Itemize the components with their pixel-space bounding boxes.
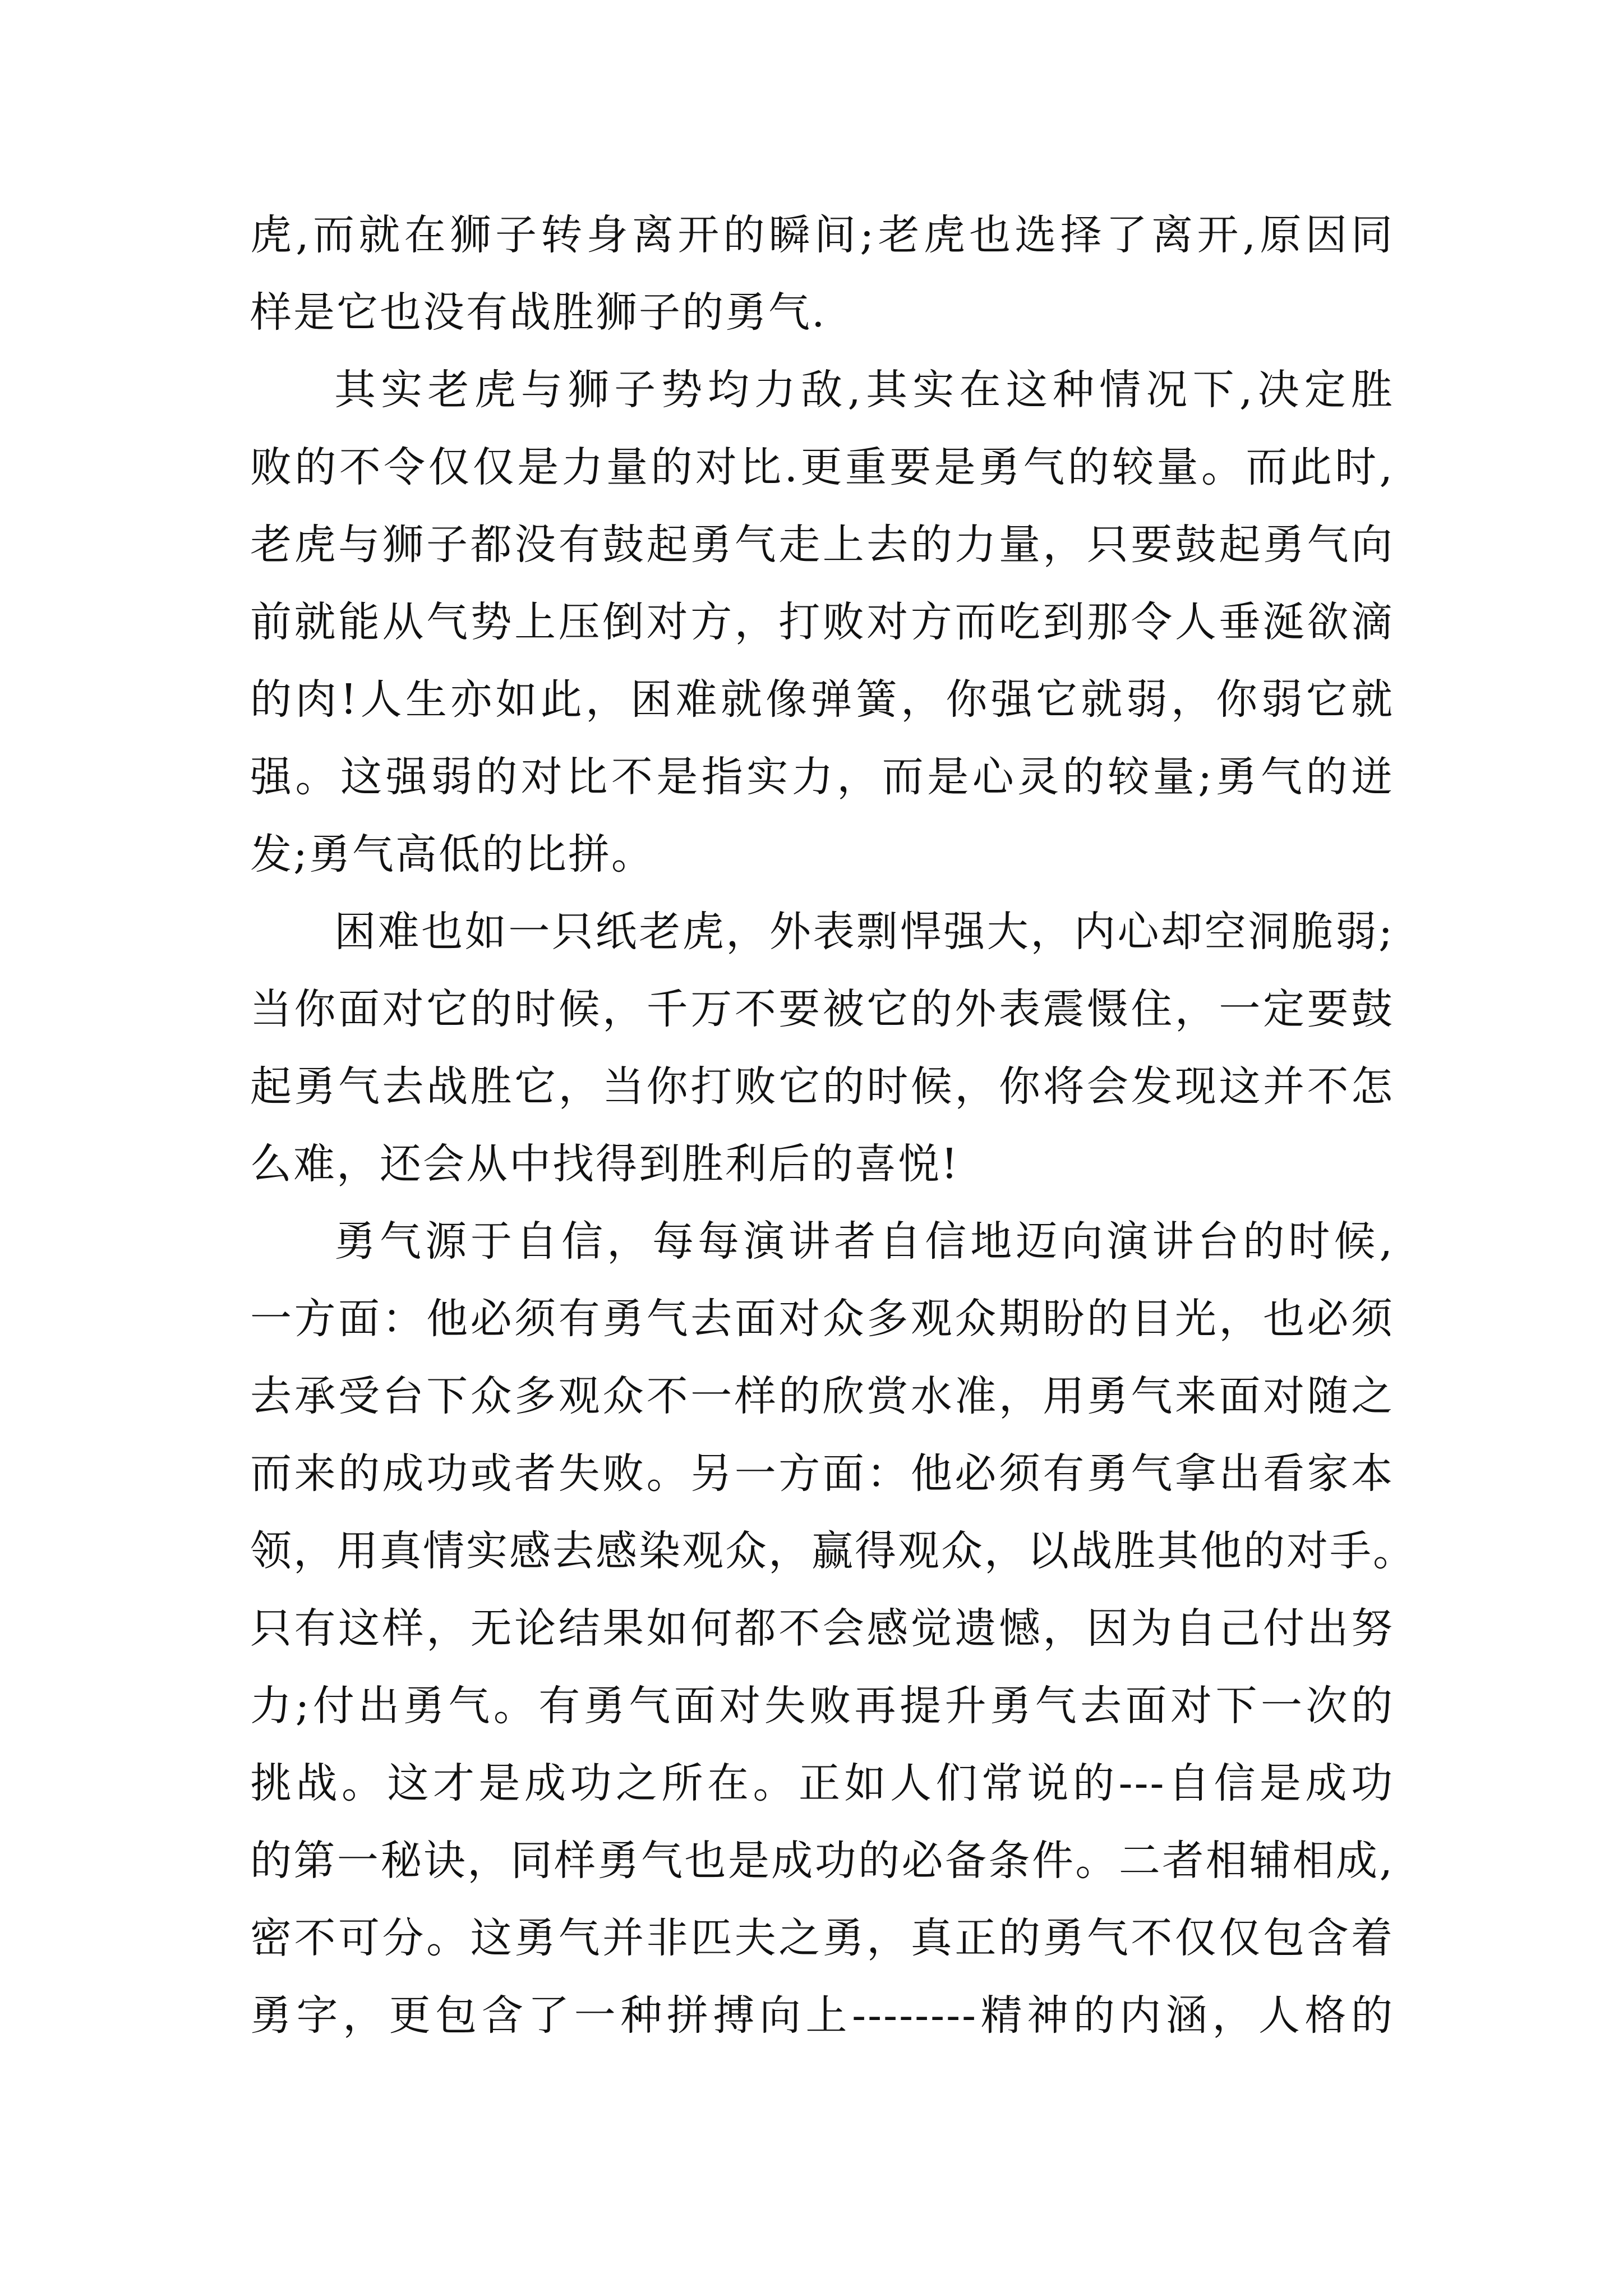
document-body bbox=[250, 196, 1416, 2054]
text-line: 力;付出勇气。有勇气面对失败再提升勇气去面对下一次的 bbox=[250, 1682, 1394, 1730]
paragraph-first-line: 困难也如一只纸老虎，外表剽悍强大，内心却空洞脆弱; bbox=[334, 908, 1394, 956]
text-line: 败的不令仅仅是力量的对比.更重要是勇气的较量。而此时, bbox=[250, 443, 1394, 491]
text-line: 密不可分。这勇气并非匹夫之勇，真正的勇气不仅仅包含着 bbox=[250, 1914, 1394, 1962]
text-line: 发;勇气高低的比拼。 bbox=[250, 830, 654, 878]
text-line: 么难，还会从中找得到胜利后的喜悦! bbox=[250, 1140, 960, 1188]
paragraph-first-line: 勇气源于自信，每每演讲者自信地迈向演讲台的时候, bbox=[334, 1217, 1394, 1266]
text-line: 的肉!人生亦如此，困难就像弹簧，你强它就弱，你弱它就 bbox=[250, 675, 1394, 724]
text-line: 前就能从气势上压倒对方，打败对方而吃到那令人垂涎欲滴 bbox=[250, 598, 1394, 646]
text-line: 虎,而就在狮子转身离开的瞬间;老虎也选择了离开,原因同 bbox=[250, 211, 1394, 259]
text-line: 强。这强弱的对比不是指实力，而是心灵的较量;勇气的迸 bbox=[250, 753, 1394, 801]
text-line: 只有这样，无论结果如何都不会感觉遗憾，因为自己付出努 bbox=[250, 1604, 1394, 1653]
text-line: 老虎与狮子都没有鼓起勇气走上去的力量，只要鼓起勇气向 bbox=[250, 521, 1394, 569]
text-line: 而来的成功或者失败。另一方面：他必须有勇气拿出看家本 bbox=[250, 1450, 1394, 1498]
text-line: 当你面对它的时候，千万不要被它的外表震慑住，一定要鼓 bbox=[250, 985, 1394, 1033]
text-line: 的第一秘诀，同样勇气也是成功的必备条件。二者相辅相成, bbox=[250, 1837, 1394, 1885]
text-line: 去承受台下众多观众不一样的欣赏水准，用勇气来面对随之 bbox=[250, 1372, 1394, 1420]
text-line: 起勇气去战胜它，当你打败它的时候，你将会发现这并不怎 bbox=[250, 1062, 1394, 1111]
text-line: 挑战。这才是成功之所在。正如人们常说的---自信是成功 bbox=[250, 1759, 1394, 1807]
text-line: 样是它也没有战胜狮子的勇气. bbox=[250, 288, 827, 337]
text-line: 一方面：他必须有勇气去面对众多观众期盼的目光，也必须 bbox=[250, 1295, 1394, 1343]
text-line: 领，用真情实感去感染观众，赢得观众，以战胜其他的对手。 bbox=[250, 1527, 1416, 1575]
text-line: 勇字，更包含了一种拼搏向上--------精神的内涵，人格的 bbox=[250, 1991, 1394, 2040]
paragraph-first-line: 其实老虎与狮子势均力敌,其实在这种情况下,决定胜 bbox=[334, 366, 1394, 414]
